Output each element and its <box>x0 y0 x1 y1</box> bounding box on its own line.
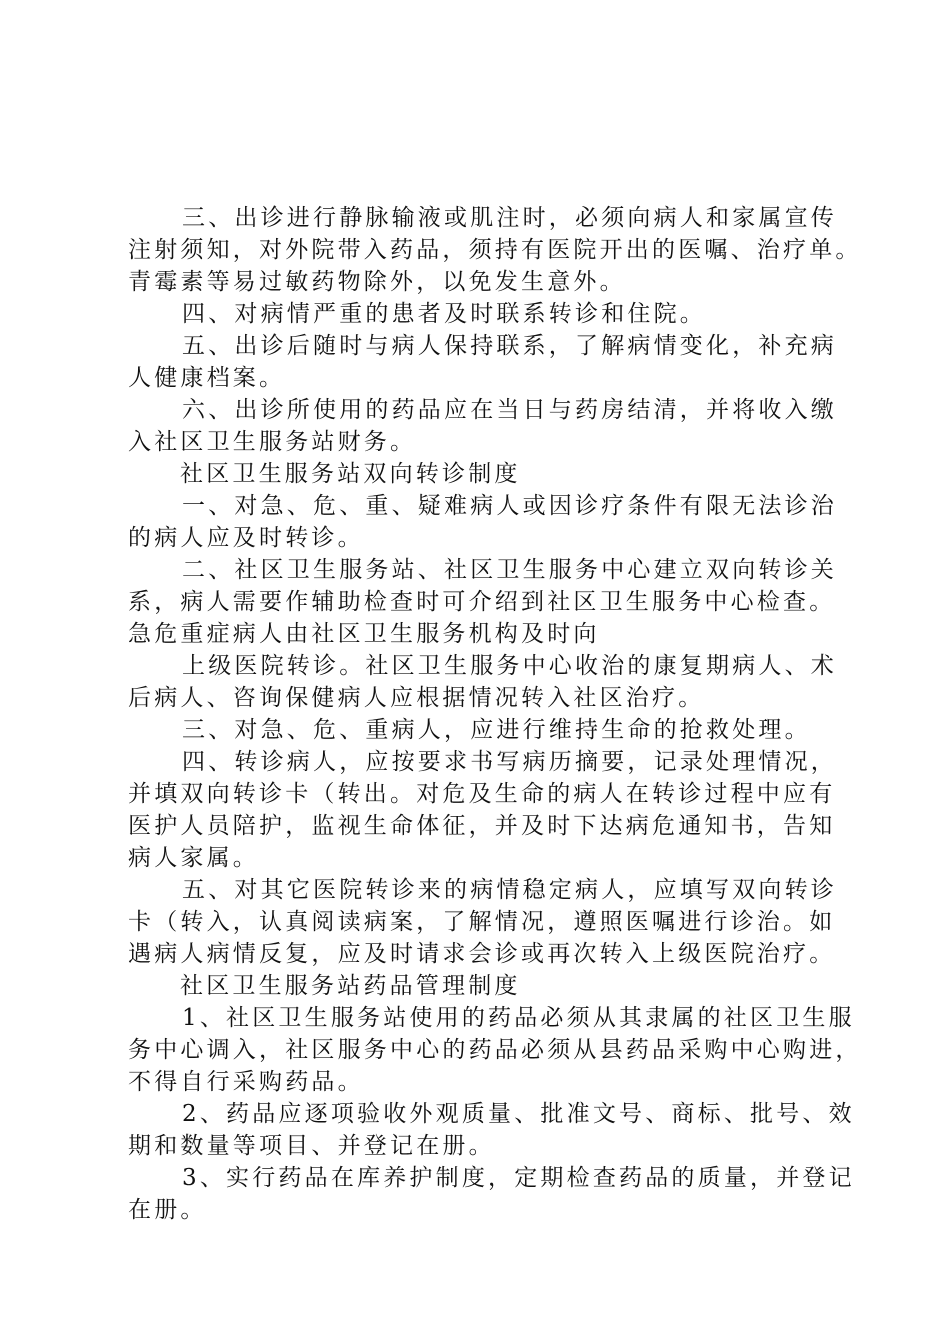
text-line: 五、对其它医院转诊来的病情稳定病人，应填写双向转诊 <box>182 877 837 903</box>
text-line: 四、转诊病人，应按要求书写病历摘要，记录处理情况， <box>182 749 837 775</box>
text-line: 人健康档案。 <box>128 365 286 391</box>
text-line: 卡（转入，认真阅读病案，了解情况，遵照医嘱进行诊治。如 <box>128 909 836 935</box>
text-line: 医护人员陪护，监视生命体征，并及时下达病危通知书，告知 <box>128 813 836 839</box>
section-heading: 社区卫生服务站双向转诊制度 <box>180 461 521 487</box>
text-line: 务中心调入，社区服务中心的药品必须从县药品采购中心购进， <box>128 1037 862 1063</box>
text-line: 四、对病情严重的患者及时联系转诊和住院。 <box>182 301 706 327</box>
text-line: 在册。 <box>128 1197 207 1223</box>
text-line: 六、出诊所使用的药品应在当日与药房结清，并将收入缴 <box>182 397 837 423</box>
text-line: 不得自行采购药品。 <box>128 1069 364 1095</box>
text-line: 急危重症病人由社区卫生服务机构及时向 <box>128 621 600 647</box>
text-line: 注射须知，对外院带入药品，须持有医院开出的医嘱、治疗单。 <box>128 237 862 263</box>
text-line: 入社区卫生服务站财务。 <box>128 429 417 455</box>
text-line: 一、对急、危、重、疑难病人或因诊疗条件有限无法诊治 <box>182 493 837 519</box>
text-line: 青霉素等易过敏药物除外，以免发生意外。 <box>128 269 626 295</box>
text-line: 3、实行药品在库养护制度，定期检查药品的质量，并登记 <box>182 1165 855 1191</box>
document-body <box>128 202 862 1226</box>
text-line: 三、出诊进行静脉输液或肌注时，必须向病人和家属宣传 <box>182 205 837 231</box>
text-line: 上级医院转诊。社区卫生服务中心收治的康复期病人、术 <box>182 653 837 679</box>
text-line: 遇病人病情反复，应及时请求会诊或再次转入上级医院治疗。 <box>128 941 836 967</box>
text-line: 病人家属。 <box>128 845 259 871</box>
text-line: 系，病人需要作辅助检查时可介绍到社区卫生服务中心检查。 <box>128 589 836 615</box>
text-line: 1、社区卫生服务站使用的药品必须从其隶属的社区卫生服 <box>182 1005 855 1031</box>
text-line: 三、对急、危、重病人，应进行维持生命的抢救处理。 <box>182 717 811 743</box>
text-line: 2、药品应逐项验收外观质量、批准文号、商标、批号、效 <box>182 1101 855 1127</box>
text-line: 的病人应及时转诊。 <box>128 525 364 551</box>
text-line: 期和数量等项目、并登记在册。 <box>128 1133 495 1159</box>
text-line: 五、出诊后随时与病人保持联系，了解病情变化，补充病 <box>182 333 837 359</box>
text-line: 并填双向转诊卡（转出。对危及生命的病人在转诊过程中应有 <box>128 781 836 807</box>
section-heading: 社区卫生服务站药品管理制度 <box>180 973 521 999</box>
text-line: 后病人、咨询保健病人应根据情况转入社区治疗。 <box>128 685 705 711</box>
text-line: 二、社区卫生服务站、社区卫生服务中心建立双向转诊关 <box>182 557 837 583</box>
